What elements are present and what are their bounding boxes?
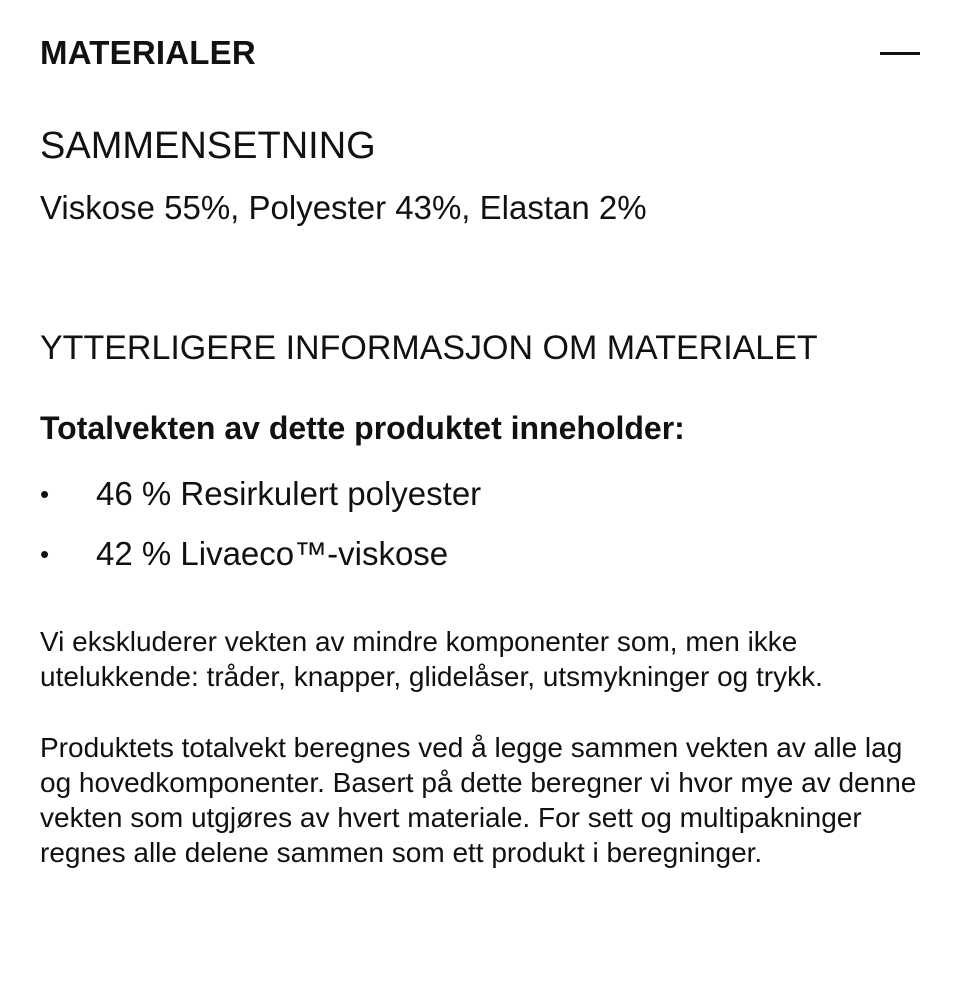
bullet-icon: • <box>40 539 50 569</box>
list-item <box>40 464 920 524</box>
list-item-text: 46 % Resirkulert polyester <box>96 475 482 512</box>
bullet-icon: • <box>40 479 50 509</box>
calculation-paragraph: Produktets totalvekt beregnes ved å legge sammen vekten av alle lag og hovedkomponenter. Basert på dette beregner vi hvor mye av denne vekten som utgjøres av hvert materiale. For sett og multipakninger regnes alle delene sammen som ett produkt i beregninger. <box>40 732 917 868</box>
exclusion-paragraph: Vi ekskluderer vekten av mindre komponenter som, men ikke utelukkende: tråder, knapper, glidelåser, utsmykninger og trykk. <box>40 626 823 692</box>
materials-section-header[interactable] <box>40 30 920 76</box>
materials-content <box>40 122 920 870</box>
minus-icon <box>880 52 920 55</box>
composition-text: Viskose 55%, Polyester 43%, Elastan 2% <box>40 189 647 226</box>
collapse-button[interactable] <box>880 33 920 73</box>
list-item-text: 42 % Livaeco™-viskose <box>96 535 449 572</box>
weight-lead-text: Totalvekten av dette produktet inneholder: <box>40 410 685 446</box>
material-list <box>40 464 920 584</box>
list-item <box>40 524 920 584</box>
composition-heading: SAMMENSETNING <box>40 125 376 167</box>
additional-info-heading: YTTERLIGERE INFORMASJON OM MATERIALET <box>40 329 818 367</box>
section-title: MATERIALER <box>40 34 256 71</box>
